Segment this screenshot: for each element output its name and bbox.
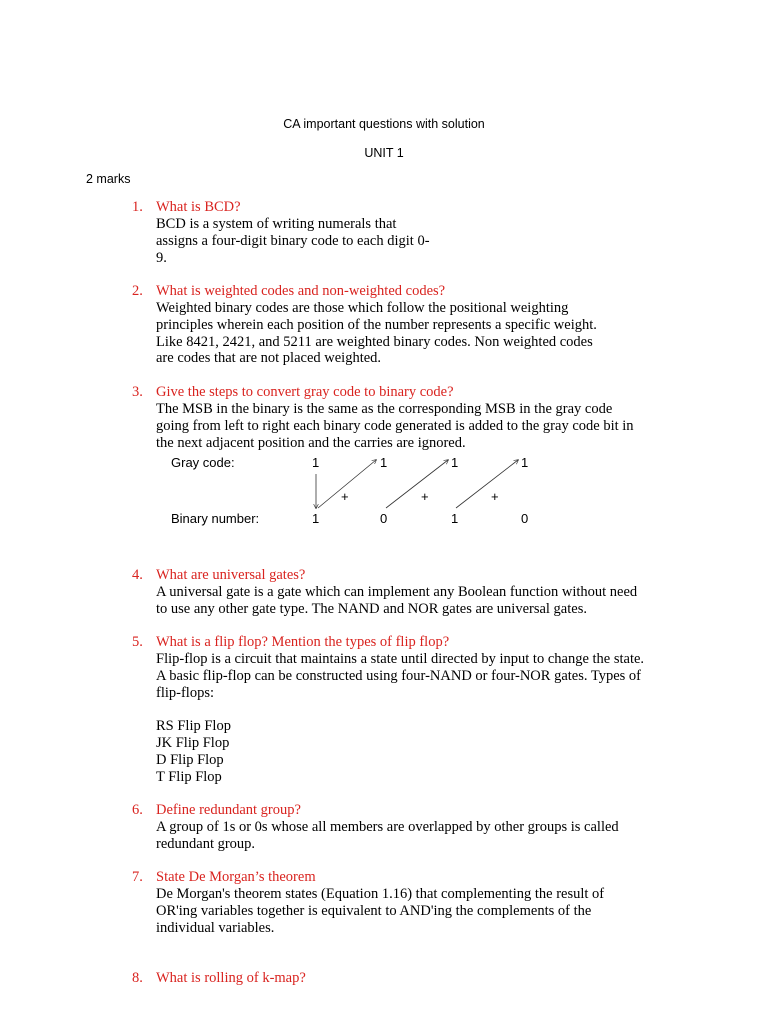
answer-line: individual variables.	[156, 919, 275, 936]
answer-line: A basic flip-flop can be constructed using four-NAND or four-NOR gates. Types of	[156, 667, 641, 684]
answer-line: OR'ing variables together is equivalent to AND'ing the complements of the	[156, 902, 592, 919]
answer-line: to use any other gate type. The NAND and NOR gates are universal gates.	[156, 600, 587, 617]
diagonal-arrow-3	[456, 460, 518, 508]
answer-line: A universal gate is a gate which can implement any Boolean function without need	[156, 584, 638, 600]
question-number: 1.	[132, 199, 143, 215]
question-text: What is BCD?	[156, 199, 241, 215]
answer-text	[156, 651, 644, 785]
answer-text	[156, 584, 637, 618]
answer-text	[156, 401, 634, 451]
answer-line: flip-flops:	[156, 684, 214, 701]
answer-text	[156, 819, 619, 853]
question-text: What are universal gates?	[156, 567, 306, 583]
answer-line: assigns a four-digit binary code to each digit 0-	[156, 232, 430, 249]
answer-line: principles wherein each position of the number represents a specific weight.	[156, 316, 597, 333]
gray-bit-1: 1	[312, 455, 320, 470]
answer-line: going from left to right each binary code generated is added to the gray code bit in	[156, 417, 634, 434]
answer-text	[156, 886, 604, 936]
binary-bit-4: 0	[521, 511, 529, 526]
answer-line: redundant group.	[156, 835, 256, 852]
binary-bit-1: 1	[312, 511, 320, 526]
answer-line: are codes that are not placed weighted.	[156, 350, 382, 367]
plus-sign-3: +	[491, 489, 499, 504]
question-text: What is rolling of k-map?	[156, 970, 306, 986]
plus-sign-1: +	[341, 489, 349, 504]
answer-line: the next adjacent position and the carries are ignored.	[156, 434, 466, 451]
binary-number-label: Binary number:	[171, 511, 260, 526]
answer-line: The MSB in the binary is the same as the corresponding MSB in the gray code	[156, 401, 613, 417]
answer-line: RS Flip Flop	[156, 718, 231, 735]
gray-to-binary-diagram	[166, 450, 546, 530]
answer-line: Weighted binary codes are those which follow the positional weighting	[156, 300, 569, 316]
gray-bit-4: 1	[521, 455, 529, 470]
diagonal-arrow-2	[386, 460, 448, 508]
marks-heading: 2 marks	[86, 172, 131, 186]
binary-bit-3: 1	[451, 511, 459, 526]
question-number: 3.	[132, 384, 143, 400]
answer-line: Like 8421, 2421, and 5211 are weighted binary codes. Non weighted codes	[156, 333, 593, 350]
answer-line: JK Flip Flop	[156, 734, 230, 751]
document-title: CA important questions with solution	[283, 117, 485, 131]
unit-heading: UNIT 1	[364, 146, 404, 160]
answer-line: De Morgan's theorem states (Equation 1.16) that complementing the result of	[156, 886, 605, 902]
question-number: 4.	[132, 567, 143, 583]
gray-code-label: Gray code:	[171, 455, 235, 470]
answer-text	[156, 216, 430, 266]
gray-bit-3: 1	[451, 455, 459, 470]
answer-line: A group of 1s or 0s whose all members are overlapped by other groups is called	[156, 819, 619, 835]
answer-line: D Flip Flop	[156, 751, 224, 768]
answer-text	[156, 300, 597, 367]
gray-bit-2: 1	[380, 455, 388, 470]
question-number: 2.	[132, 283, 143, 299]
question-text: What is a flip flop? Mention the types of flip flop?	[156, 634, 450, 650]
question-text: Define redundant group?	[156, 802, 301, 818]
binary-bit-2: 0	[380, 511, 388, 526]
plus-sign-2: +	[421, 489, 429, 504]
question-text: Give the steps to convert gray code to binary code?	[156, 384, 454, 400]
question-number: 6.	[132, 802, 143, 818]
question-number: 7.	[132, 869, 143, 885]
question-number: 5.	[132, 634, 143, 650]
answer-line: Flip-flop is a circuit that maintains a state until directed by input to change the state.	[156, 651, 645, 667]
answer-line: BCD is a system of writing numerals that	[156, 216, 397, 232]
answer-line: 9.	[156, 249, 167, 266]
question-text: What is weighted codes and non-weighted codes?	[156, 283, 446, 299]
answer-line	[156, 701, 644, 718]
answer-line: T Flip Flop	[156, 768, 222, 785]
question-text: State De Morgan’s theorem	[156, 869, 316, 885]
question-number: 8.	[132, 970, 143, 986]
